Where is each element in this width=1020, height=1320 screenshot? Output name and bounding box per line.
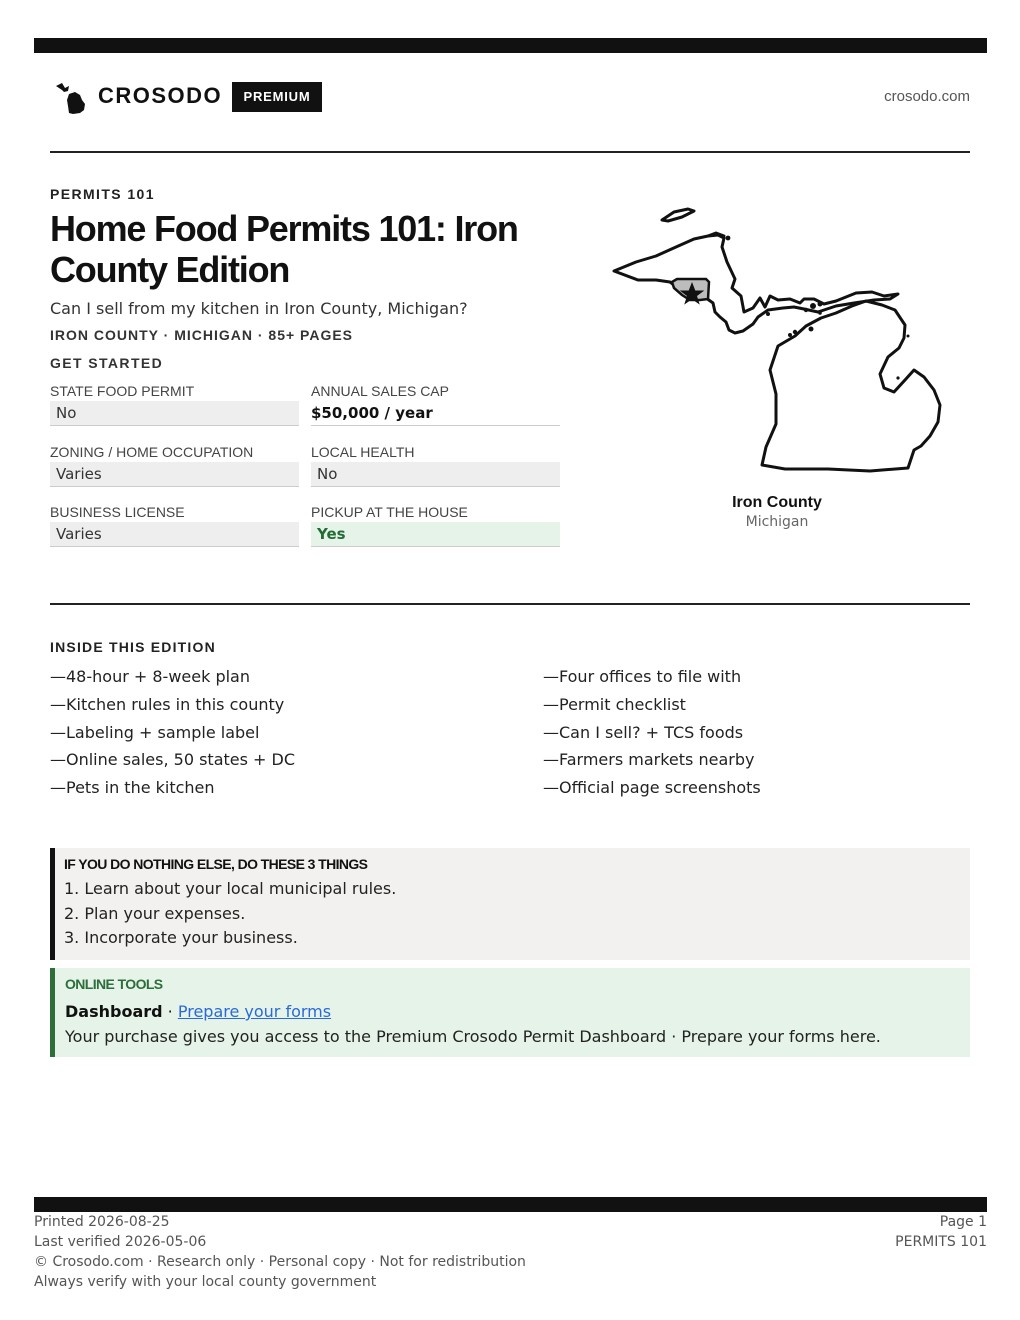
field-value: Yes xyxy=(311,522,560,547)
field-label: BUSINESS LICENSE xyxy=(50,504,185,520)
dashboard-description: Your purchase gives you access to the Premium Crosodo Permit Dashboard · Prepare your forms here. xyxy=(65,1027,881,1046)
premium-badge: PREMIUM xyxy=(232,82,322,112)
page-subtitle: Can I sell from my kitchen in Iron County, Michigan? xyxy=(50,299,468,318)
bottom-bar xyxy=(34,1197,987,1212)
verified-date: Last verified 2026-05-06 xyxy=(34,1234,207,1250)
field-local-health xyxy=(311,442,560,487)
field-value: Varies xyxy=(50,462,299,487)
toc-item: —Four offices to file with xyxy=(543,667,742,686)
field-zoning xyxy=(50,442,299,487)
header-divider xyxy=(50,151,970,153)
toc-item: —Farmers markets nearby xyxy=(543,750,755,770)
footer-right xyxy=(895,1212,987,1252)
field-label: ZONING / HOME OCCUPATION xyxy=(50,444,254,460)
get-started-heading: GET STARTED xyxy=(50,355,164,371)
toc-item: —Pets in the kitchen xyxy=(50,778,215,798)
toc-left-column xyxy=(50,666,480,805)
toc-item: —Official page screenshots xyxy=(543,778,761,798)
printed-date: Printed 2026-08-25 xyxy=(34,1214,170,1230)
toc-item: —Kitchen rules in this county xyxy=(50,694,285,714)
isle-royale-shape xyxy=(662,209,694,221)
toc-item: —Can I sell? + TCS foods xyxy=(543,722,744,742)
field-label: LOCAL HEALTH xyxy=(311,444,415,460)
inside-edition-heading: INSIDE THIS EDITION xyxy=(50,639,216,655)
page-title: Home Food Permits 101: Iron County Edition xyxy=(50,208,518,290)
section-divider xyxy=(50,603,970,605)
dashboard-line xyxy=(65,1001,970,1025)
toc-item: —Online sales, 50 states + DC xyxy=(50,750,296,770)
map-state-label: Michigan xyxy=(745,514,809,530)
three-things-list xyxy=(64,878,970,952)
page-header xyxy=(50,78,970,118)
map-county-label: Iron County xyxy=(732,494,822,511)
three-things-callout xyxy=(50,848,970,960)
three-things-item: 2. Plan your expenses. xyxy=(64,903,246,923)
online-tools-callout xyxy=(50,968,970,1057)
field-value: $50,000 / year xyxy=(311,401,560,426)
toc-item: —Labeling + sample label xyxy=(50,722,260,742)
copyright-notice: © Crosodo.com · Research only · Personal copy · Not for redistribution xyxy=(34,1254,526,1270)
section-kicker: PERMITS 101 xyxy=(50,186,155,202)
field-state-food-permit xyxy=(50,381,299,426)
field-label: STATE FOOD PERMIT xyxy=(50,383,195,399)
edition-meta: IRON COUNTY · MICHIGAN · 85+ PAGES xyxy=(50,327,354,343)
field-annual-sales-cap xyxy=(311,381,560,426)
footer-left xyxy=(34,1212,526,1292)
three-things-item: 3. Incorporate your business. xyxy=(64,928,298,947)
field-value: Varies xyxy=(50,522,299,547)
separator: · xyxy=(162,1002,178,1021)
toc-item: —Permit checklist xyxy=(543,694,686,714)
field-pickup-at-house xyxy=(311,502,560,547)
footer-section: PERMITS 101 xyxy=(895,1234,987,1250)
brand-name: CROSODO xyxy=(98,83,223,108)
map-caption xyxy=(677,494,877,530)
online-tools-heading: ONLINE TOOLS xyxy=(65,976,163,992)
dashboard-label: Dashboard xyxy=(65,1002,163,1021)
field-label: ANNUAL SALES CAP xyxy=(311,383,449,399)
top-bar xyxy=(34,38,987,53)
three-things-heading: IF YOU DO NOTHING ELSE, DO THESE 3 THINGS xyxy=(64,856,368,872)
field-label: PICKUP AT THE HOUSE xyxy=(311,504,468,520)
three-things-item: 1. Learn about your local municipal rules. xyxy=(64,879,397,898)
field-value: No xyxy=(50,401,299,426)
toc-right-column xyxy=(543,666,973,805)
site-url[interactable]: crosodo.com xyxy=(884,88,970,105)
page-number: Page 1 xyxy=(939,1214,987,1230)
upper-peninsula-outline xyxy=(614,235,898,333)
prepare-forms-link[interactable]: Prepare your forms xyxy=(177,1002,332,1021)
michigan-map xyxy=(608,200,948,480)
toc-item: —48-hour + 8-week plan xyxy=(50,667,250,686)
michigan-logo-icon xyxy=(53,80,89,116)
lower-peninsula-outline xyxy=(762,301,940,471)
verify-notice: Always verify with your local county government xyxy=(34,1274,377,1290)
field-value: No xyxy=(311,462,560,487)
field-business-license xyxy=(50,502,299,547)
